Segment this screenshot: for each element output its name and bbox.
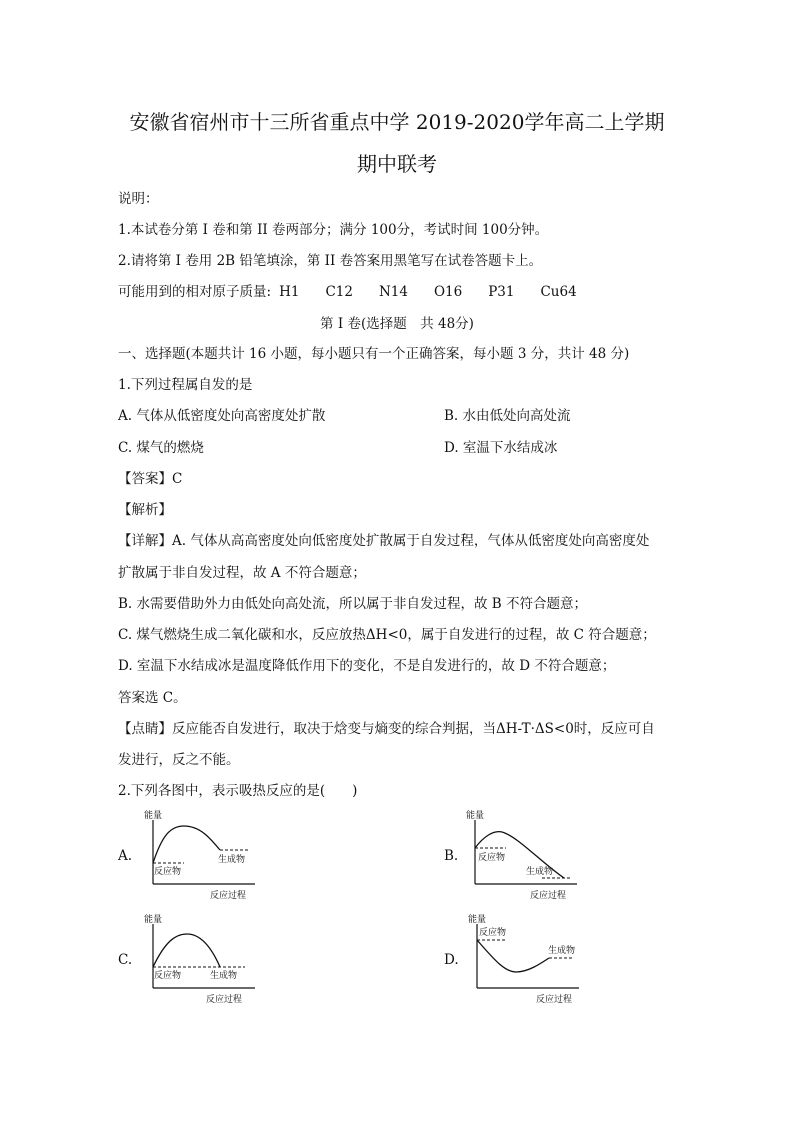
atomic-mass: O16 <box>433 284 463 300</box>
atomic-mass: P31 <box>488 284 515 300</box>
x-axis-label: 反应过程 <box>530 891 567 901</box>
energy-diagram-c <box>140 912 270 1008</box>
atomic-masses-label: 可能用到的相对原子质量: <box>118 284 272 300</box>
product-label: 生成物 <box>548 946 576 956</box>
energy-diagram-d <box>464 912 594 1008</box>
instruction-2: 2.请将第 I 卷用 2B 铅笔填涂，第 II 卷答案用黑笔写在试卷答题卡上。 <box>118 253 543 269</box>
instructions-heading: 说明： <box>118 191 159 207</box>
reactant-label: 反应物 <box>154 867 182 877</box>
q1-tip-2: 发进行，反之不能。 <box>118 752 240 768</box>
x-axis-label: 反应过程 <box>210 891 247 901</box>
reactant-label: 反应物 <box>479 928 507 938</box>
q1-tip-1: 【点睛】反应能否自发进行，取决于焓变与熵变的综合判据，当ΔH-T·ΔS<0时，反应可自 <box>118 721 655 737</box>
q2-option-a-letter: A. <box>118 848 133 864</box>
energy-diagram-a <box>140 808 270 904</box>
x-axis-label: 反应过程 <box>206 995 243 1005</box>
q1-analysis: 【解析】 <box>118 502 172 518</box>
section-title: 第 I 卷(选择题 共 48分) <box>320 316 474 332</box>
q1-conclusion: 答案选 C。 <box>118 690 187 706</box>
y-axis-label: 能量 <box>466 811 485 821</box>
q1-option-a: A. 气体从低密度处向高密度处扩散 <box>118 408 326 424</box>
q1-option-d: D. 室温下水结成冰 <box>444 440 558 456</box>
q1-detail-2: 扩散属于非自发过程，故 A 不符合题意； <box>118 565 366 581</box>
q2-option-c-letter: C. <box>118 952 133 968</box>
reactant-label: 反应物 <box>478 853 506 863</box>
q1-stem: 1.下列过程属自发的是 <box>118 377 253 393</box>
q1-option-b: B. 水由低处向高处流 <box>444 408 571 424</box>
atomic-mass: C12 <box>325 284 353 300</box>
q1-detail-1: 【详解】A. 气体从高高密度处向低密度处扩散属于自发过程，气体从低密度处向高密度处 <box>118 533 650 549</box>
instruction-1: 1.本试卷分第 I 卷和第 II 卷两部分；满分 100分，考试时间 100分钟。 <box>118 222 549 238</box>
x-axis-label: 反应过程 <box>536 995 573 1005</box>
page-title-line2: 期中联考 <box>357 152 437 176</box>
energy-diagram-b <box>462 808 592 904</box>
q2-option-d-letter: D. <box>444 952 459 968</box>
reactant-label: 反应物 <box>154 971 182 981</box>
q1-detail-5: D. 室温下水结成冰是温度降低作用下的变化，不是自发进行的，故 D 不符合题意； <box>118 658 616 674</box>
q2-option-b-letter: B. <box>444 848 459 864</box>
atomic-masses-line <box>118 280 603 300</box>
product-label: 生成物 <box>218 855 246 865</box>
q1-detail-3: B. 水需要借助外力由低处向高处流，所以属于非自发过程，故 B 不符合题意； <box>118 596 588 612</box>
y-axis-label: 能量 <box>144 915 163 925</box>
q1-detail-4: C. 煤气燃烧生成二氧化碳和水，反应放热ΔH<0，属于自发进行的过程，故 C 符合题意； <box>118 627 656 643</box>
atomic-mass: Cu64 <box>540 284 577 300</box>
atomic-mass: N14 <box>378 284 408 300</box>
product-label: 生成物 <box>526 867 554 877</box>
atomic-mass: H1 <box>279 284 300 300</box>
q2-stem: 2.下列各图中，表示吸热反应的是( ) <box>118 783 358 799</box>
product-label: 生成物 <box>210 971 238 981</box>
y-axis-label: 能量 <box>468 915 487 925</box>
y-axis-label: 能量 <box>144 811 163 821</box>
q1-option-c: C. 煤气的燃烧 <box>118 440 204 456</box>
section-subtitle: 一、选择题(本题共计 16 小题，每小题只有一个正确答案，每小题 3 分，共计 48 分) <box>118 346 630 362</box>
page-title: 安徽省宿州市十三所省重点中学 2019-2020学年高二上学期 <box>129 110 665 134</box>
q1-answer: 【答案】C <box>118 471 183 487</box>
